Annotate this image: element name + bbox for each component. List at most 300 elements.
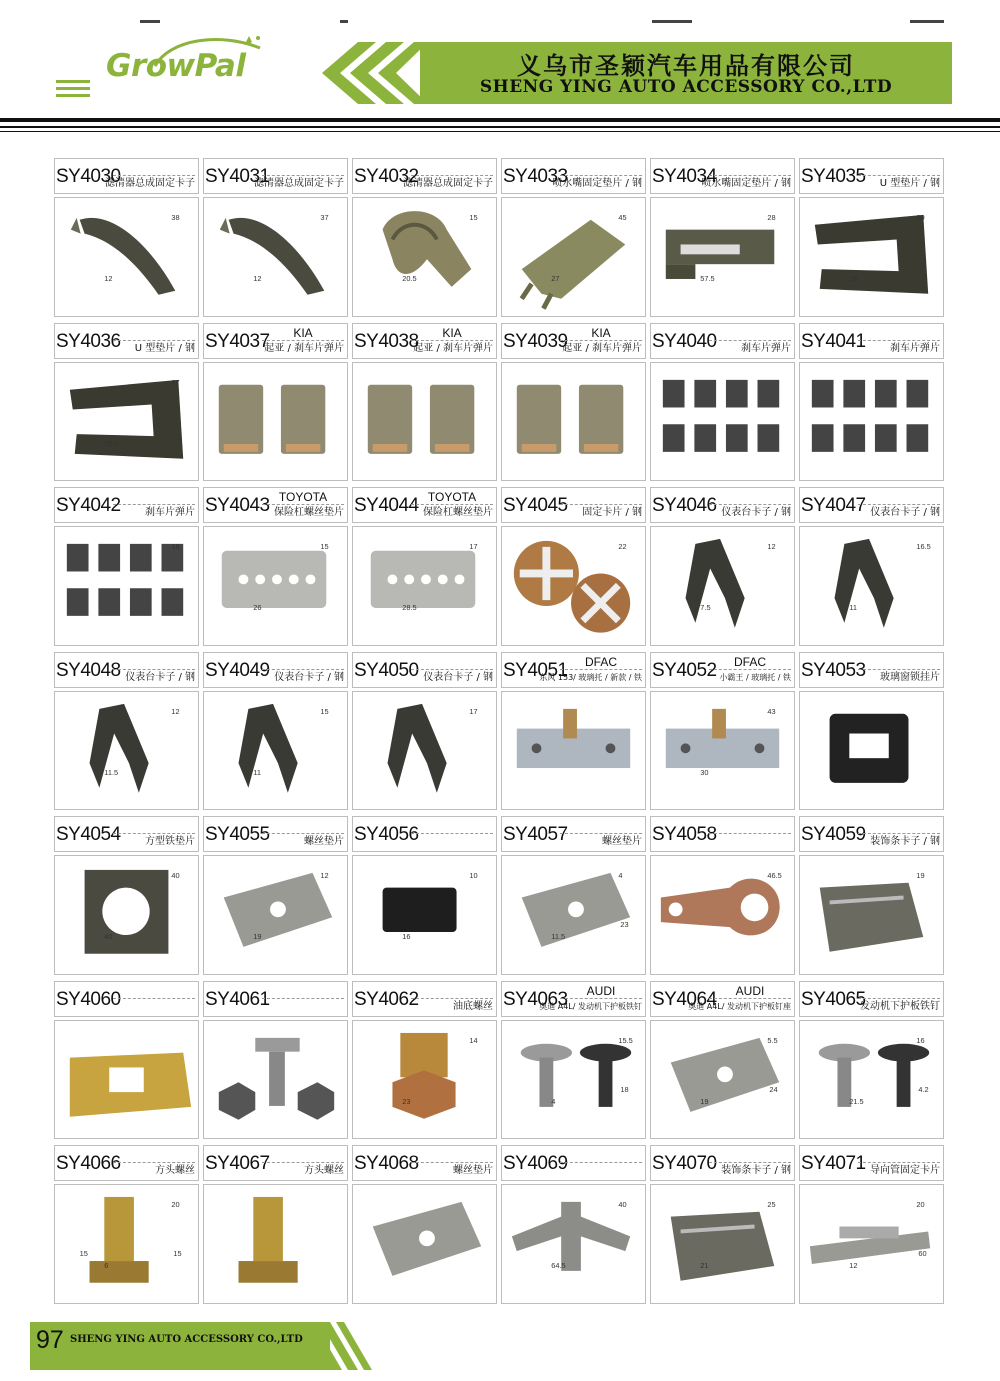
product-photo xyxy=(352,197,497,317)
product-code: SY4040 xyxy=(652,330,717,352)
header-dash-line xyxy=(113,175,195,176)
product-photo xyxy=(501,691,646,811)
dimension-label: 57.5 xyxy=(700,273,715,283)
header-dash-line xyxy=(411,340,493,341)
product-cell-header xyxy=(203,487,348,523)
footer-bar xyxy=(30,1322,330,1370)
product-cell-header xyxy=(352,981,497,1017)
product-desc: 滤清器总成固定卡子 xyxy=(105,178,195,189)
product-photo xyxy=(54,855,199,975)
dimension-label: 19 xyxy=(916,871,925,881)
product-cell xyxy=(350,484,499,649)
product-cell xyxy=(797,155,946,320)
product-code: SY4030 xyxy=(56,166,121,187)
page-number: 97 xyxy=(36,1326,64,1354)
product-desc: 小霸王 / 玻璃托 / 铁 xyxy=(719,672,791,682)
dimension-label: 5.5 xyxy=(767,1035,778,1045)
header-dash-line xyxy=(560,833,642,834)
header-dash-line xyxy=(113,340,195,341)
product-cell xyxy=(797,484,946,649)
product-desc: 螺丝垫片 xyxy=(304,836,344,848)
dimension-label: 45 xyxy=(618,212,627,222)
dimension-label: 15 xyxy=(79,1249,88,1259)
menu-lines-icon xyxy=(56,80,90,101)
dimension-label: 40 xyxy=(171,871,180,881)
product-cell xyxy=(499,155,648,320)
product-desc: 东风 153/ 玻璃托 / 新款 / 铁 xyxy=(539,672,642,682)
product-desc: 导向管固定卡片 xyxy=(870,1165,940,1177)
product-code: SY4036 xyxy=(56,330,121,352)
product-photo xyxy=(54,1020,199,1140)
product-brand: DFAC xyxy=(733,654,766,669)
top-tick-mark xyxy=(340,20,348,23)
product-cell-header xyxy=(203,158,348,194)
product-cell-header xyxy=(799,1145,944,1181)
product-code: SY4039 xyxy=(503,330,568,352)
product-desc: 刹车片弹片 xyxy=(890,342,940,354)
spring-clip-icon xyxy=(353,198,496,316)
product-code: SY4054 xyxy=(56,824,121,846)
dimension-label: 11.5 xyxy=(104,767,119,777)
product-photo xyxy=(501,197,646,317)
product-photo xyxy=(203,526,348,646)
header-dash-line xyxy=(858,1162,940,1163)
product-photo xyxy=(352,362,497,482)
dimension-label: 23 xyxy=(402,1096,411,1106)
product-code: SY4045 xyxy=(503,495,568,517)
glass-holder-icon xyxy=(502,692,645,810)
screw-icon xyxy=(800,1021,943,1139)
header-dash-line xyxy=(858,175,940,176)
product-desc: 固定卡片 / 钢 xyxy=(582,507,642,519)
product-photo xyxy=(650,1020,795,1140)
product-desc: 起亚 / 刹车片弹片 xyxy=(562,342,642,354)
product-photo xyxy=(352,526,497,646)
product-desc: 仪表台卡子 / 钢 xyxy=(125,671,195,683)
u-nut-icon xyxy=(502,856,645,974)
product-cell xyxy=(52,1142,201,1307)
product-cell-header xyxy=(799,323,944,359)
product-desc: 仪表台卡子 / 钢 xyxy=(870,507,940,519)
product-code: SY4061 xyxy=(205,988,270,1010)
header-dash-line xyxy=(113,504,195,505)
product-cell-header xyxy=(54,323,199,359)
product-cell-header xyxy=(352,652,497,688)
dimension-label: 40 xyxy=(618,1200,627,1210)
top-tick-mark xyxy=(910,20,944,23)
product-code: SY4035 xyxy=(801,166,866,187)
company-name-cn: 义乌市圣颖汽车用品有限公司 xyxy=(517,52,855,80)
header-dash-line xyxy=(858,833,940,834)
product-photo xyxy=(799,855,944,975)
footer-stripes-icon xyxy=(302,1322,372,1370)
company-name-en: SHENG YING AUTO ACCESSORY CO.,LTD xyxy=(479,77,893,97)
square-bolt-icon xyxy=(204,1185,347,1303)
header-dash-line xyxy=(262,998,344,999)
product-cell-header xyxy=(54,652,199,688)
drain-plug-icon xyxy=(353,1021,496,1139)
product-cell-header xyxy=(501,487,646,523)
dimension-label: 16.5 xyxy=(916,541,931,551)
product-code: SY4057 xyxy=(503,824,568,846)
product-cell xyxy=(797,649,946,814)
dash-clip-icon xyxy=(800,527,943,645)
product-photo xyxy=(203,197,348,317)
product-photo xyxy=(650,1184,795,1304)
product-desc: 油底螺丝 xyxy=(453,1000,493,1012)
star-washer-icon xyxy=(502,527,645,645)
product-cell-header xyxy=(799,487,944,523)
product-code: SY4059 xyxy=(801,824,866,846)
product-desc: U 型垫片 / 钢 xyxy=(134,342,195,354)
dimension-label: 15 xyxy=(173,1249,182,1259)
dimension-label: 24 xyxy=(769,1084,778,1094)
dimension-label: 12 xyxy=(320,871,329,881)
header-dash-line xyxy=(858,340,940,341)
dimension-label: 11 xyxy=(253,767,261,777)
product-cell-header xyxy=(799,816,944,852)
dimension-label: 30 xyxy=(700,767,709,777)
product-code: SY4050 xyxy=(354,659,419,681)
product-code: SY4067 xyxy=(205,1153,270,1175)
dimension-label: 19 xyxy=(253,932,262,942)
product-code: SY4053 xyxy=(801,659,866,681)
dimension-label: 28.5 xyxy=(402,603,417,613)
header-dash-line xyxy=(262,833,344,834)
bumper-washer-icon xyxy=(204,527,347,645)
product-brand: KIA xyxy=(591,325,611,340)
dimension-label: 4 xyxy=(618,871,623,881)
product-cell xyxy=(499,978,648,1143)
product-cell xyxy=(499,320,648,485)
product-desc: 滤清器总成固定卡子 xyxy=(254,178,344,189)
fork-plate-icon xyxy=(502,198,645,316)
dimension-label: 28.5 xyxy=(104,438,119,448)
product-cell xyxy=(499,813,648,978)
product-photo xyxy=(650,197,795,317)
product-code: SY4069 xyxy=(503,1153,568,1175)
product-cell xyxy=(350,649,499,814)
u-nut-icon xyxy=(651,1021,794,1139)
product-code: SY4044 xyxy=(354,495,419,517)
product-photo xyxy=(799,197,944,317)
product-cell-header xyxy=(799,158,944,194)
product-brand: KIA xyxy=(442,325,462,340)
product-cell-header xyxy=(352,816,497,852)
product-code: SY4052 xyxy=(652,659,717,681)
product-code: SY4068 xyxy=(354,1153,419,1175)
product-desc: 装饰条卡子 / 钢 xyxy=(721,1165,791,1177)
screw-icon xyxy=(502,1021,645,1139)
dimension-label: 12 xyxy=(104,273,113,283)
product-desc: 仪表台卡子 / 钢 xyxy=(274,671,344,683)
header-dash-line xyxy=(113,833,195,834)
header-dash-line xyxy=(560,175,642,176)
square-washer-icon xyxy=(55,856,198,974)
header-dash-line xyxy=(560,1162,642,1163)
product-code: SY4060 xyxy=(56,988,121,1010)
product-cell xyxy=(499,649,648,814)
product-desc: 装饰条卡子 / 钢 xyxy=(870,836,940,848)
dimension-label: 21.5 xyxy=(849,1096,864,1106)
product-desc: 发动机下护板铁钉 xyxy=(860,1000,940,1012)
product-cell-header xyxy=(501,323,646,359)
header-dash-line xyxy=(262,669,344,670)
product-cell xyxy=(797,320,946,485)
product-desc: 喷水嘴固定垫片 / 钢 xyxy=(552,178,642,189)
product-code: SY4038 xyxy=(354,330,419,352)
dimension-label: 43 xyxy=(767,706,776,716)
product-cell xyxy=(201,813,350,978)
product-cell-header xyxy=(54,1145,199,1181)
product-desc: 方头螺丝 xyxy=(304,1165,344,1177)
dimension-label: 25 xyxy=(767,1200,776,1210)
product-code: SY4031 xyxy=(205,166,270,187)
dash-clip-icon xyxy=(204,692,347,810)
flat-bracket-icon xyxy=(651,198,794,316)
dimension-label: 26 xyxy=(253,603,262,613)
header-dash-line xyxy=(560,504,642,505)
product-code: SY4048 xyxy=(56,659,121,681)
spring-bracket-icon xyxy=(502,1185,645,1303)
guide-clip-icon xyxy=(800,1185,943,1303)
product-cell xyxy=(350,978,499,1143)
product-code: SY4066 xyxy=(56,1153,121,1175)
header-dash-line xyxy=(262,504,344,505)
product-cell-header xyxy=(650,816,795,852)
product-cell xyxy=(201,155,350,320)
dimension-label: 27 xyxy=(551,273,560,283)
product-photo xyxy=(501,1184,646,1304)
dimension-label: 11.5 xyxy=(551,932,566,942)
dimension-label: 11 xyxy=(849,603,857,613)
header-dash-line xyxy=(560,669,642,670)
product-code: SY4065 xyxy=(801,988,866,1010)
product-cell-header xyxy=(501,981,646,1017)
dimension-label: 20 xyxy=(171,1200,180,1210)
dimension-label: 12 xyxy=(849,1261,858,1271)
dimension-label: 28 xyxy=(767,212,776,222)
product-brand: AUDI xyxy=(735,983,765,998)
product-photo xyxy=(650,855,795,975)
header-dash-line xyxy=(113,1162,195,1163)
product-cell xyxy=(648,649,797,814)
product-desc: 螺丝垫片 xyxy=(602,836,642,848)
product-cell-header xyxy=(203,1145,348,1181)
footer-company: SHENG YING AUTO ACCESSORY CO.,LTD xyxy=(70,1334,303,1345)
product-cell xyxy=(350,155,499,320)
product-code: SY4058 xyxy=(652,824,717,846)
product-cell-header xyxy=(54,487,199,523)
dimension-label: 40 xyxy=(104,932,113,942)
dimension-label: 21 xyxy=(700,1261,709,1271)
product-photo xyxy=(799,1020,944,1140)
product-cell-header xyxy=(501,652,646,688)
product-cell xyxy=(52,978,201,1143)
dimension-label: 16 xyxy=(916,1035,925,1045)
zinc-clip-icon xyxy=(55,1021,198,1139)
product-photo xyxy=(799,1184,944,1304)
header-dash-line xyxy=(709,1162,791,1163)
header-rule xyxy=(0,131,1000,132)
dash-clip-icon xyxy=(651,527,794,645)
header-dash-line xyxy=(858,669,940,670)
product-cell-header xyxy=(203,323,348,359)
header-dash-line xyxy=(560,340,642,341)
product-desc: 方头螺丝 xyxy=(155,1165,195,1177)
product-cell-header xyxy=(352,158,497,194)
dimension-label: 17 xyxy=(469,706,478,716)
product-cell-header xyxy=(650,158,795,194)
dimension-label: 20 xyxy=(916,1200,925,1210)
u-shim-icon xyxy=(800,198,943,316)
product-cell-header xyxy=(650,487,795,523)
product-brand: AUDI xyxy=(586,983,616,998)
header-dash-line xyxy=(411,669,493,670)
dimension-label: 23 xyxy=(620,920,629,930)
product-code: SY4041 xyxy=(801,330,866,352)
dimension-label: 22 xyxy=(618,541,627,551)
product-photo xyxy=(203,855,348,975)
header-dash-line xyxy=(113,998,195,999)
product-photo xyxy=(203,1184,348,1304)
product-cell xyxy=(201,320,350,485)
dimension-label: 18 xyxy=(620,1084,629,1094)
curved-clip-icon xyxy=(204,198,347,316)
product-photo xyxy=(54,1184,199,1304)
copper-bracket-icon xyxy=(651,856,794,974)
product-photo xyxy=(54,362,199,482)
product-cell xyxy=(201,1142,350,1307)
product-cell xyxy=(350,813,499,978)
dimension-label: 27 xyxy=(171,377,180,387)
header-dash-line xyxy=(262,1162,344,1163)
header-dash-line xyxy=(858,998,940,999)
product-photo xyxy=(54,691,199,811)
product-desc: 喷水嘴固定垫片 / 钢 xyxy=(701,178,791,189)
top-tick-mark xyxy=(140,20,160,23)
product-photo xyxy=(54,197,199,317)
product-photo xyxy=(650,526,795,646)
product-photo xyxy=(799,691,944,811)
u-shim-icon xyxy=(55,363,198,481)
product-code: SY4042 xyxy=(56,495,121,517)
header-dash-line xyxy=(411,175,493,176)
dimension-label: 4 xyxy=(551,1096,556,1106)
product-photo xyxy=(203,362,348,482)
product-code: SY4046 xyxy=(652,495,717,517)
product-photo xyxy=(501,362,646,482)
header-dash-line xyxy=(709,504,791,505)
product-photo xyxy=(54,526,199,646)
product-code: SY4049 xyxy=(205,659,270,681)
header-dash-line xyxy=(709,998,791,999)
product-desc: 起亚 / 刹车片弹片 xyxy=(413,342,493,354)
product-desc: 仪表台卡子 / 钢 xyxy=(423,671,493,683)
dimension-label: 6 xyxy=(104,1261,109,1271)
product-grid xyxy=(52,155,946,1307)
dash-clip-icon xyxy=(353,692,496,810)
product-desc: 玻璃窗锁挂片 xyxy=(880,671,940,683)
product-cell-header xyxy=(54,158,199,194)
product-cell-header xyxy=(650,1145,795,1181)
product-cell xyxy=(648,978,797,1143)
product-brand: DFAC xyxy=(584,654,617,669)
product-photo xyxy=(650,691,795,811)
product-photo xyxy=(203,691,348,811)
product-cell-header xyxy=(650,652,795,688)
header-dash-line xyxy=(411,833,493,834)
dimension-label: 64.5 xyxy=(551,1261,566,1271)
product-cell xyxy=(52,320,201,485)
product-code: SY4043 xyxy=(205,495,270,517)
product-desc: U 型垫片 / 钢 xyxy=(879,178,940,189)
curved-clip-icon xyxy=(55,198,198,316)
product-cell-header xyxy=(650,981,795,1017)
product-cell xyxy=(648,155,797,320)
product-code: SY4034 xyxy=(652,166,717,187)
trim-clip-icon xyxy=(651,1185,794,1303)
header-dash-line xyxy=(411,504,493,505)
brake-spring-icon xyxy=(204,363,347,481)
product-photo xyxy=(352,855,497,975)
product-photo xyxy=(501,526,646,646)
dimension-label: 16 xyxy=(402,932,411,942)
product-desc: 方型铁垫片 xyxy=(145,836,195,848)
product-desc: 刹车片弹片 xyxy=(741,342,791,354)
product-cell-header xyxy=(54,981,199,1017)
header-dash-line xyxy=(411,998,493,999)
dimension-label: 60 xyxy=(918,1249,927,1259)
dimension-label: 14 xyxy=(469,1035,478,1045)
product-cell-header xyxy=(799,981,944,1017)
page-footer xyxy=(0,1310,1000,1381)
dimension-label: 10 xyxy=(469,871,478,881)
brake-spring-icon xyxy=(353,363,496,481)
trim-clip-icon xyxy=(800,856,943,974)
header-dash-line xyxy=(709,340,791,341)
dimension-label: 20 xyxy=(916,212,925,222)
product-cell xyxy=(52,649,201,814)
product-brand: KIA xyxy=(293,325,313,340)
product-cell-header xyxy=(650,323,795,359)
product-cell-header xyxy=(501,816,646,852)
dimension-label: 12 xyxy=(253,273,262,283)
product-cell xyxy=(201,649,350,814)
product-code: SY4055 xyxy=(205,824,270,846)
product-cell-header xyxy=(54,816,199,852)
product-cell xyxy=(201,484,350,649)
header-dash-line xyxy=(709,175,791,176)
product-cell-header xyxy=(352,487,497,523)
product-code: SY4033 xyxy=(503,166,568,187)
u-nut-icon xyxy=(353,1185,496,1303)
bolt-nut-icon xyxy=(204,1021,347,1139)
dimension-label: 38 xyxy=(171,212,180,222)
product-brand: TOYOTA xyxy=(278,490,328,505)
dimension-label: 7.5 xyxy=(700,603,711,613)
product-cell xyxy=(648,484,797,649)
product-photo xyxy=(799,362,944,482)
product-desc: 滤清器总成固定卡子 xyxy=(403,178,493,189)
product-desc: 刹车片弹片 xyxy=(145,507,195,519)
product-desc: 保险杠螺丝垫片 xyxy=(274,507,344,519)
product-cell-header xyxy=(203,652,348,688)
product-photo xyxy=(352,691,497,811)
product-desc: 奥迪 A4L/ 发动机下护板钉座 xyxy=(688,1001,791,1011)
product-cell-header xyxy=(352,1145,497,1181)
header-dash-line xyxy=(262,175,344,176)
